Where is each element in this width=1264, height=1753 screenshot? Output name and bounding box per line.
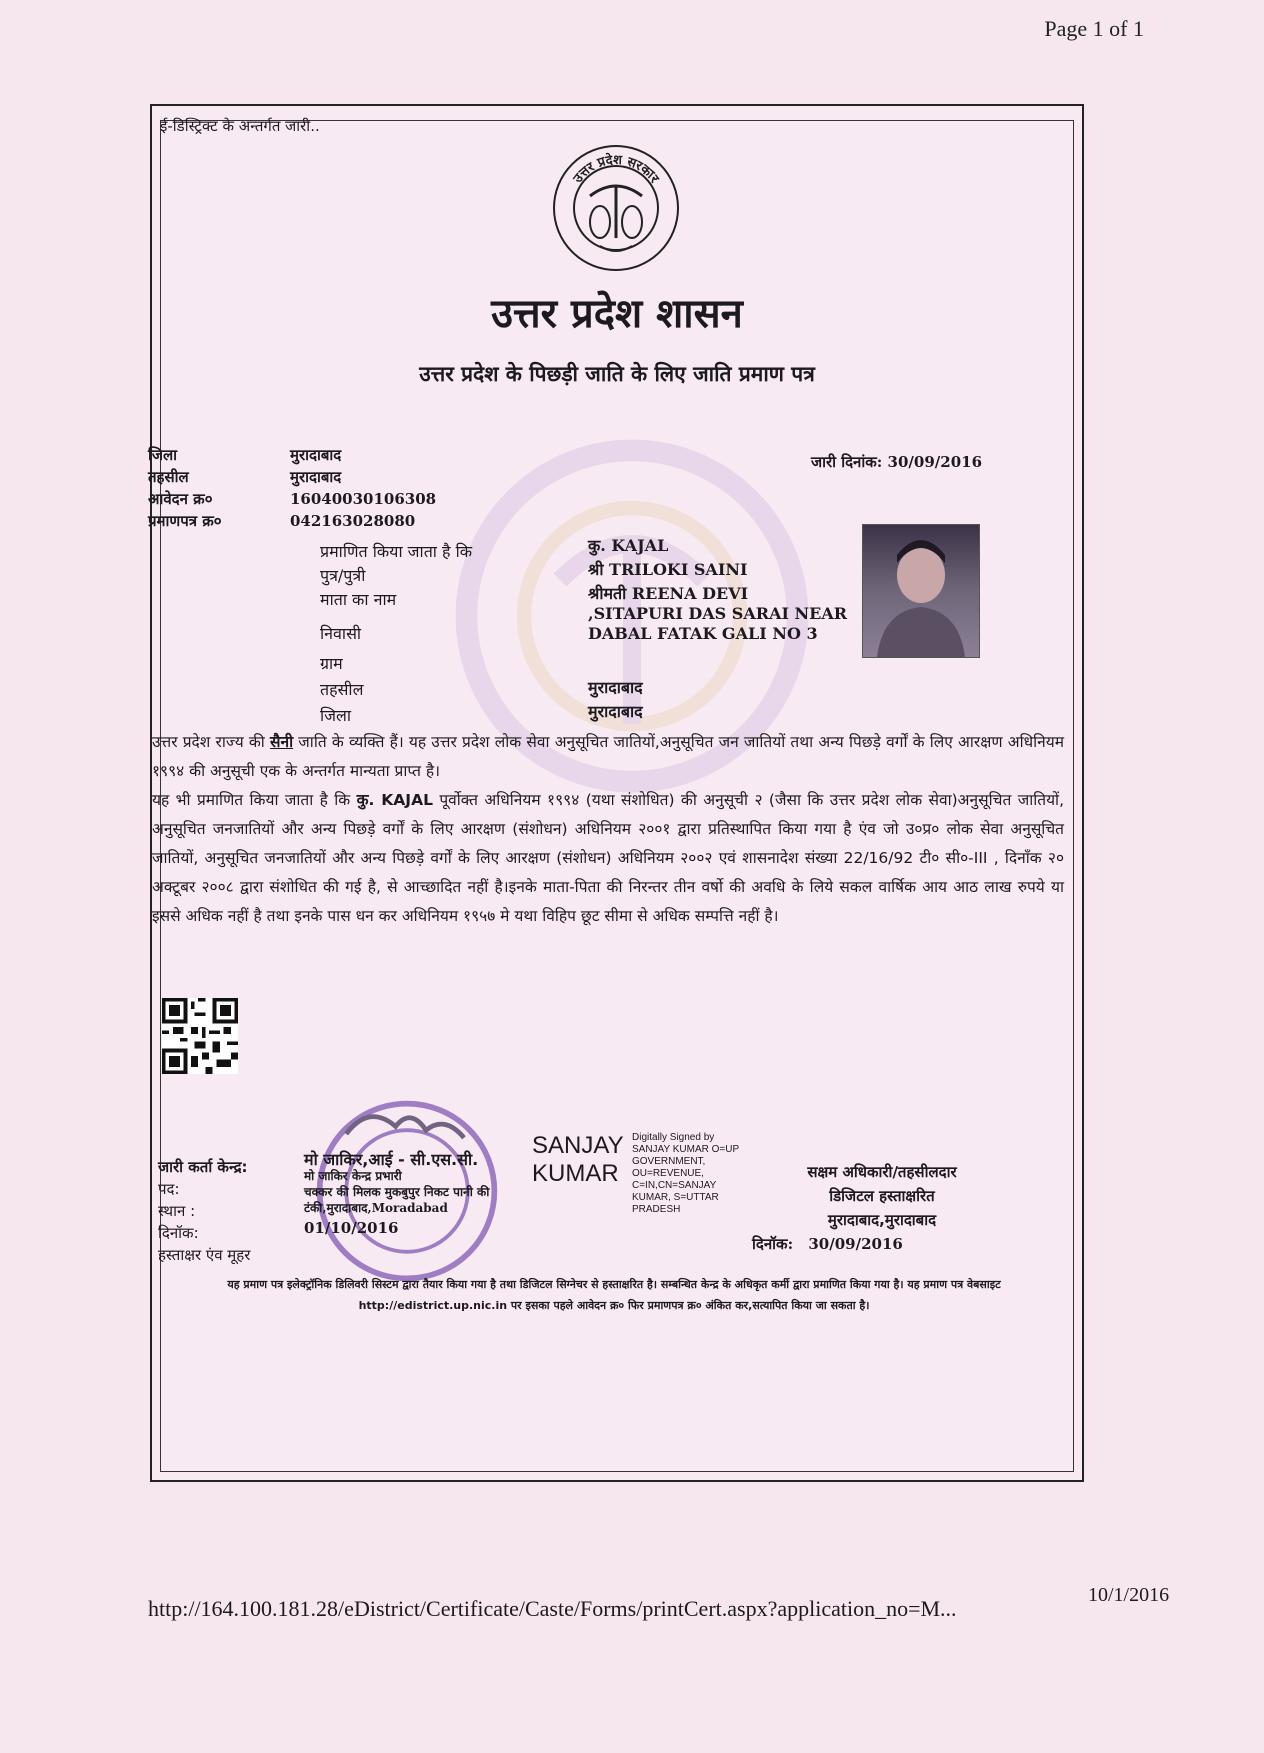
date-label: दिनॉक:	[158, 1224, 199, 1242]
issuer-post: मो जाकिर केन्द्र प्रभारी	[304, 1169, 402, 1183]
address-line-1: ,SITAPURI DAS SARAI NEAR	[588, 604, 848, 623]
authority-signature: डिजिटल हस्ताक्षरित	[829, 1187, 935, 1205]
authority-date-label: दिनॉक:	[752, 1235, 794, 1253]
caste-name: सैनी	[270, 733, 294, 751]
certificate-body	[152, 728, 1064, 931]
print-url: http://164.100.181.28/eDistrict/Certificate/Caste/Forms/printCert.aspx?application_no=M...	[148, 1596, 957, 1621]
application-no-value: 16040030106308	[290, 490, 437, 508]
meta-labels	[148, 444, 222, 532]
district-value-detail: मुरादाबाद	[588, 702, 643, 721]
person-photo-icon	[863, 525, 979, 657]
signer-name-line2: KUMAR	[532, 1160, 619, 1187]
mother-name: श्रीमती REENA DEVI	[588, 584, 749, 603]
page-header: Page 1 of 1	[1044, 16, 1144, 41]
body-line1-post: जाति के व्यक्ति हैं। यह उत्तर प्रदेश लोक सेवा अनुसूचित जातियों,अनुसूचित जन जातियों तथा अन्य पिछड़े वर्गों के लिए आरक्षण अधिनियम १९९४ की अनुसूची एक के अन्तर्गत मान्यता प्राप्त है।	[152, 733, 1064, 780]
emblem-text: उत्तर प्रदेश सरकार	[570, 152, 662, 187]
issuer-details	[304, 1152, 504, 1236]
district-label-detail: जिला	[320, 706, 352, 725]
body-para2-post: पूर्वोक्त अधिनियम १९९४ (यथा संशोधित) की अनुसूची २ (जैसा कि उत्तर प्रदेश लोक सेवा)अनुसूचित जातियों, अनुसूचित जनजातियों और अन्य पिछड़े वर्गों के लिए आरक्षण (संशोधन) अधिनियम २००१ द्वारा प्रतिस्थापित किया गया है एंव जो उ०प्र० लोक सेवा अनुसूचित जातियों, अनुसूचित जनजातियों और अन्य पिछड़े वर्गों के लिए आरक्षण (संशोधन) अधिनियम २००२ एवं शासनादेश संख्या 22/16/92 टी० सी०-III , दिनाँक २० अक्टूबर २००८ द्वारा संशोधित की गई है, से आच्छादित नहीं है।इनके माता-पिता की निरन्तर तीन वर्षो की अवधि के लिये सकल वार्षिक आय आठ लाख रुपये या इससे अधिक नहीं है तथा इनके पास धन कर अधिनियम १९५७ मे यथा विहिप छूट सीमा से अधिक सम्पत्ति नहीं है।	[152, 791, 1064, 925]
signer-name-line1: SANJAY	[532, 1132, 624, 1159]
resident-label: निवासी	[320, 624, 362, 643]
certificate-no-value: 042163028080	[290, 512, 416, 530]
place-label: स्थान :	[158, 1202, 196, 1220]
tehsil-value: मुरादाबाद	[290, 468, 342, 486]
body-paragraph-1	[152, 728, 1064, 786]
tehsil-label-detail: तहसील	[320, 680, 364, 699]
applicant-name: कु. KAJAL	[588, 536, 669, 555]
svg-text:उत्तर प्रदेश सरकार	[570, 152, 662, 187]
sign-seal-label: हस्ताक्षर एंव मूहर	[158, 1246, 251, 1264]
tehsil-label: तहसील	[148, 468, 189, 486]
certificate	[150, 104, 1084, 1482]
certificate-no-label: प्रमाणपत्र क्र०	[148, 512, 222, 530]
edistrict-note: ई-डिस्ट्रिक्ट के अन्तर्गत जारी..	[160, 117, 320, 135]
issuer-labels	[158, 1156, 250, 1266]
applicant-photo	[862, 524, 980, 658]
district-value: मुरादाबाद	[290, 446, 342, 464]
body-paragraph-2	[152, 786, 1064, 931]
certificate-title: उत्तर प्रदेश के पिछड़ी जाति के लिए जाति प्रमाण पत्र	[419, 362, 815, 386]
authority-date-value: 30/09/2016	[808, 1235, 903, 1253]
print-date: 10/1/2016	[1088, 1584, 1170, 1606]
up-emblem-icon	[550, 142, 682, 274]
application-no-label: आवेदन क्र०	[148, 490, 213, 508]
digital-signature	[532, 1132, 739, 1215]
child-of-label: पुत्र/पुत्री	[320, 566, 366, 585]
certified-label: प्रमाणित किया जाता है कि	[320, 542, 473, 561]
village-label: ग्राम	[320, 654, 343, 673]
authority-date	[752, 1234, 903, 1254]
body-line1-pre: उत्तर प्रदेश राज्य की	[152, 733, 271, 751]
mother-label: माता का नाम	[320, 590, 397, 609]
body-para2-pre: यह भी प्रमाणित किया जाता है कि	[152, 791, 357, 809]
father-name: श्री TRILOKI SAINI	[588, 560, 748, 579]
issuer-name: मो जाकिर,आई - सी.एस.सी.	[304, 1150, 479, 1169]
up-emblem	[550, 142, 682, 274]
body-applicant-name: कु. KAJAL	[356, 791, 433, 809]
disclaimer: यह प्रमाण पत्र इलेक्ट्रॉनिक डिलिवरी सिस्टम द्वारा तैयार किया गया है तथा डिजिटल सिग्नेचर से हस्ताक्षरित है। सम्बन्धित केन्द्र के अधिकृत कर्मी द्वारा प्रमाणित किया गया है। यह प्रमाण पत्र वेबसाइट http://edistrict.up.nic.in पर इसका पहले आवेदन क्र० फिर प्रमाणपत्र क्र० अंकित कर,सत्यापित किया जा सकता है।	[227, 1278, 1001, 1312]
authority-title: सक्षम अधिकारी/तहसीलदार	[807, 1163, 957, 1181]
issuer-place: चक्कर की मिलक मुकबुपुर निकट पानी की टंकी,मुरादाबाद,Moradabad	[304, 1185, 490, 1215]
meta-values	[290, 444, 436, 532]
issue-date	[811, 452, 982, 472]
issuing-center-label: जारी कर्ता केन्द्र:	[158, 1158, 248, 1176]
issue-date-label: जारी दिनांक:	[810, 453, 883, 471]
tehsil-value-detail: मुरादाबाद	[588, 678, 643, 697]
address-line-2: DABAL FATAK GALI NO 3	[588, 624, 818, 643]
post-label: पद:	[158, 1180, 180, 1198]
digital-sign-info: Digitally Signed by SANJAY KUMAR O=UP GOVERNMENT, OU=REVENUE, C=IN,CN=SANJAY KUMAR, S=UTTAR PRADESH	[632, 1132, 739, 1215]
issuer-date: 01/10/2016	[304, 1219, 399, 1237]
government-title: उत्तर प्रदेश शासन	[491, 291, 743, 337]
issue-date-value: 30/09/2016	[887, 453, 982, 471]
qr-code-icon	[162, 998, 238, 1074]
authority-place: मुरादाबाद,मुरादाबाद	[827, 1211, 937, 1229]
competent-authority	[752, 1160, 1012, 1232]
district-label: जिला	[148, 446, 178, 464]
